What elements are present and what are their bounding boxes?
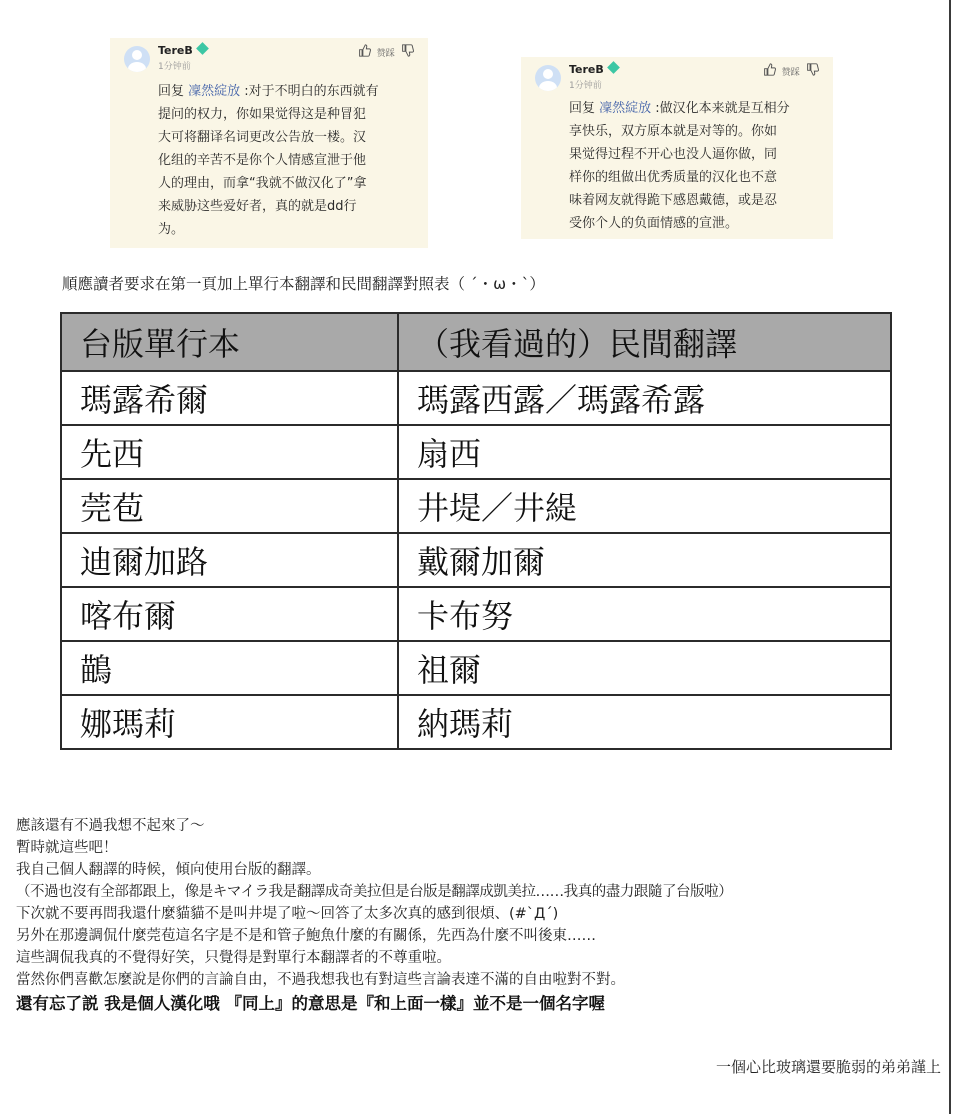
signature: 一個心比玻璃還要脆弱的弟弟謹上 [715,1058,941,1076]
comment-card [521,57,833,239]
note-line: （不過也沒有全部都跟上，像是キマイラ我是翻譯成奇美拉但是台版是翻譯成凱美拉……我真的盡力跟隨了台版啦） [16,884,733,900]
official-name-cell: 莞苞 [61,479,398,533]
thumbs-down-icon[interactable] [401,44,414,60]
comment-line: 来威胁这些爱好者，真的就是dd行 [158,199,357,214]
fan-name-cell: 卡布努 [398,587,891,641]
comment-actions [358,44,414,60]
official-name-cell: 迪爾加路 [61,533,398,587]
table-row [61,641,891,695]
comment-line: 样你的组做出优秀质量的汉化也不意 [569,170,778,185]
note-line: 下次就不要再問我還什麼貓貓不是叫井堤了啦～回答了太多次真的感到很煩、(#`Д´) [16,906,559,922]
like-dislike-label: 赞踩 [781,67,800,78]
comment-line: 果觉得过程不开心也没人逼你做，同 [569,147,778,162]
vip-badge-icon [607,61,620,74]
table-caption: 順應讀者要求在第一頁加上單行本翻譯和民間翻譯對照表（ ´・ω・`） [62,275,545,293]
translation-comparison-table [60,312,892,750]
table-row [61,479,891,533]
official-name-cell: 瑪露希爾 [61,371,398,425]
reply-prefix: 回复 [158,84,189,99]
comment-body [569,97,790,235]
note-line: 當然你們喜歡怎麼說是你們的言論自由，不過我想我也有對這些言論表達不滿的自由啦對不對。 [16,972,625,988]
note-line: 另外在那邊調侃什麼莞苞這名字是不是和管子鮑魚什麼的有關係，先西為什麼不叫後東…… [16,928,596,944]
like-dislike-label: 赞踩 [376,48,395,59]
username-text[interactable]: TereB [158,44,193,57]
comment-actions [763,63,819,79]
fan-name-cell: 井堤／井緹 [398,479,891,533]
note-line: 這些調侃我真的不覺得好笑，只覺得是對單行本翻譯者的不尊重啦。 [16,950,451,966]
fan-name-cell: 扇西 [398,425,891,479]
mention-link[interactable]: 凜然綻放 [188,84,241,99]
column-header-fan: （我看過的）民間翻譯 [398,313,891,371]
bold-note: 還有忘了説 我是個人漢化哦 『同上』的意思是『和上面一樣』並不是一個名字喔 [16,994,605,1013]
page-border [949,0,951,1114]
comment-card [110,38,428,248]
thumbs-up-icon[interactable] [358,44,371,60]
note-line: 暫時就這些吧！ [16,840,118,856]
comment-line: 人的理由，而拿“我就不做汉化了”拿 [158,176,367,191]
note-line: 應該還有不過我想不起來了～ [16,818,205,834]
mention-link[interactable]: 凜然綻放 [599,101,652,116]
fan-name-cell: 瑪露西露／瑪露希露 [398,371,891,425]
table-row [61,533,891,587]
vip-badge-icon [196,42,209,55]
comment-line: 受你个人的负面情感的宣泄。 [569,216,739,231]
thumbs-down-icon[interactable] [806,63,819,79]
comment-username[interactable] [569,63,618,76]
comment-line: 味着网友就得跪下感恩戴德，或是忍 [569,193,778,208]
username-text[interactable]: TereB [569,63,604,76]
fan-name-cell: 戴爾加爾 [398,533,891,587]
comment-line: 大可将翻译名词更改公告放一楼。汉 [158,130,367,145]
comment-time: 1分钟前 [158,62,191,72]
comment-line: 化组的辛苦不是你个人情感宣泄于他 [158,153,367,168]
comment-line: 为。 [158,222,185,237]
comment-line: 提问的权力，你如果觉得这是种冒犯 [158,107,367,122]
avatar[interactable] [124,46,150,72]
fan-name-cell: 納瑪莉 [398,695,891,749]
comment-line-text: :做汉化本来就是互相分 [651,101,790,116]
table-row [61,425,891,479]
fan-name-cell: 祖爾 [398,641,891,695]
reply-prefix: 回复 [569,101,600,116]
table-header-row [61,313,891,371]
comment-line-text: :对于不明白的东西就有 [240,84,379,99]
comment-line: 享快乐，双方原本就是对等的。你如 [569,124,778,139]
comment-time: 1分钟前 [569,81,602,91]
table-row [61,695,891,749]
comment-line [158,80,379,103]
official-name-cell: 娜瑪莉 [61,695,398,749]
avatar[interactable] [535,65,561,91]
table-row [61,587,891,641]
table-row [61,371,891,425]
comment-line [569,97,790,120]
official-name-cell: 喀布爾 [61,587,398,641]
official-name-cell: 先西 [61,425,398,479]
thumbs-up-icon[interactable] [763,63,776,79]
comment-body [158,80,379,241]
official-name-cell: 鶓 [61,641,398,695]
column-header-official: 台版單行本 [61,313,398,371]
note-line: 我自己個人翻譯的時候，傾向使用台版的翻譯。 [16,862,321,878]
comment-username[interactable] [158,44,207,57]
